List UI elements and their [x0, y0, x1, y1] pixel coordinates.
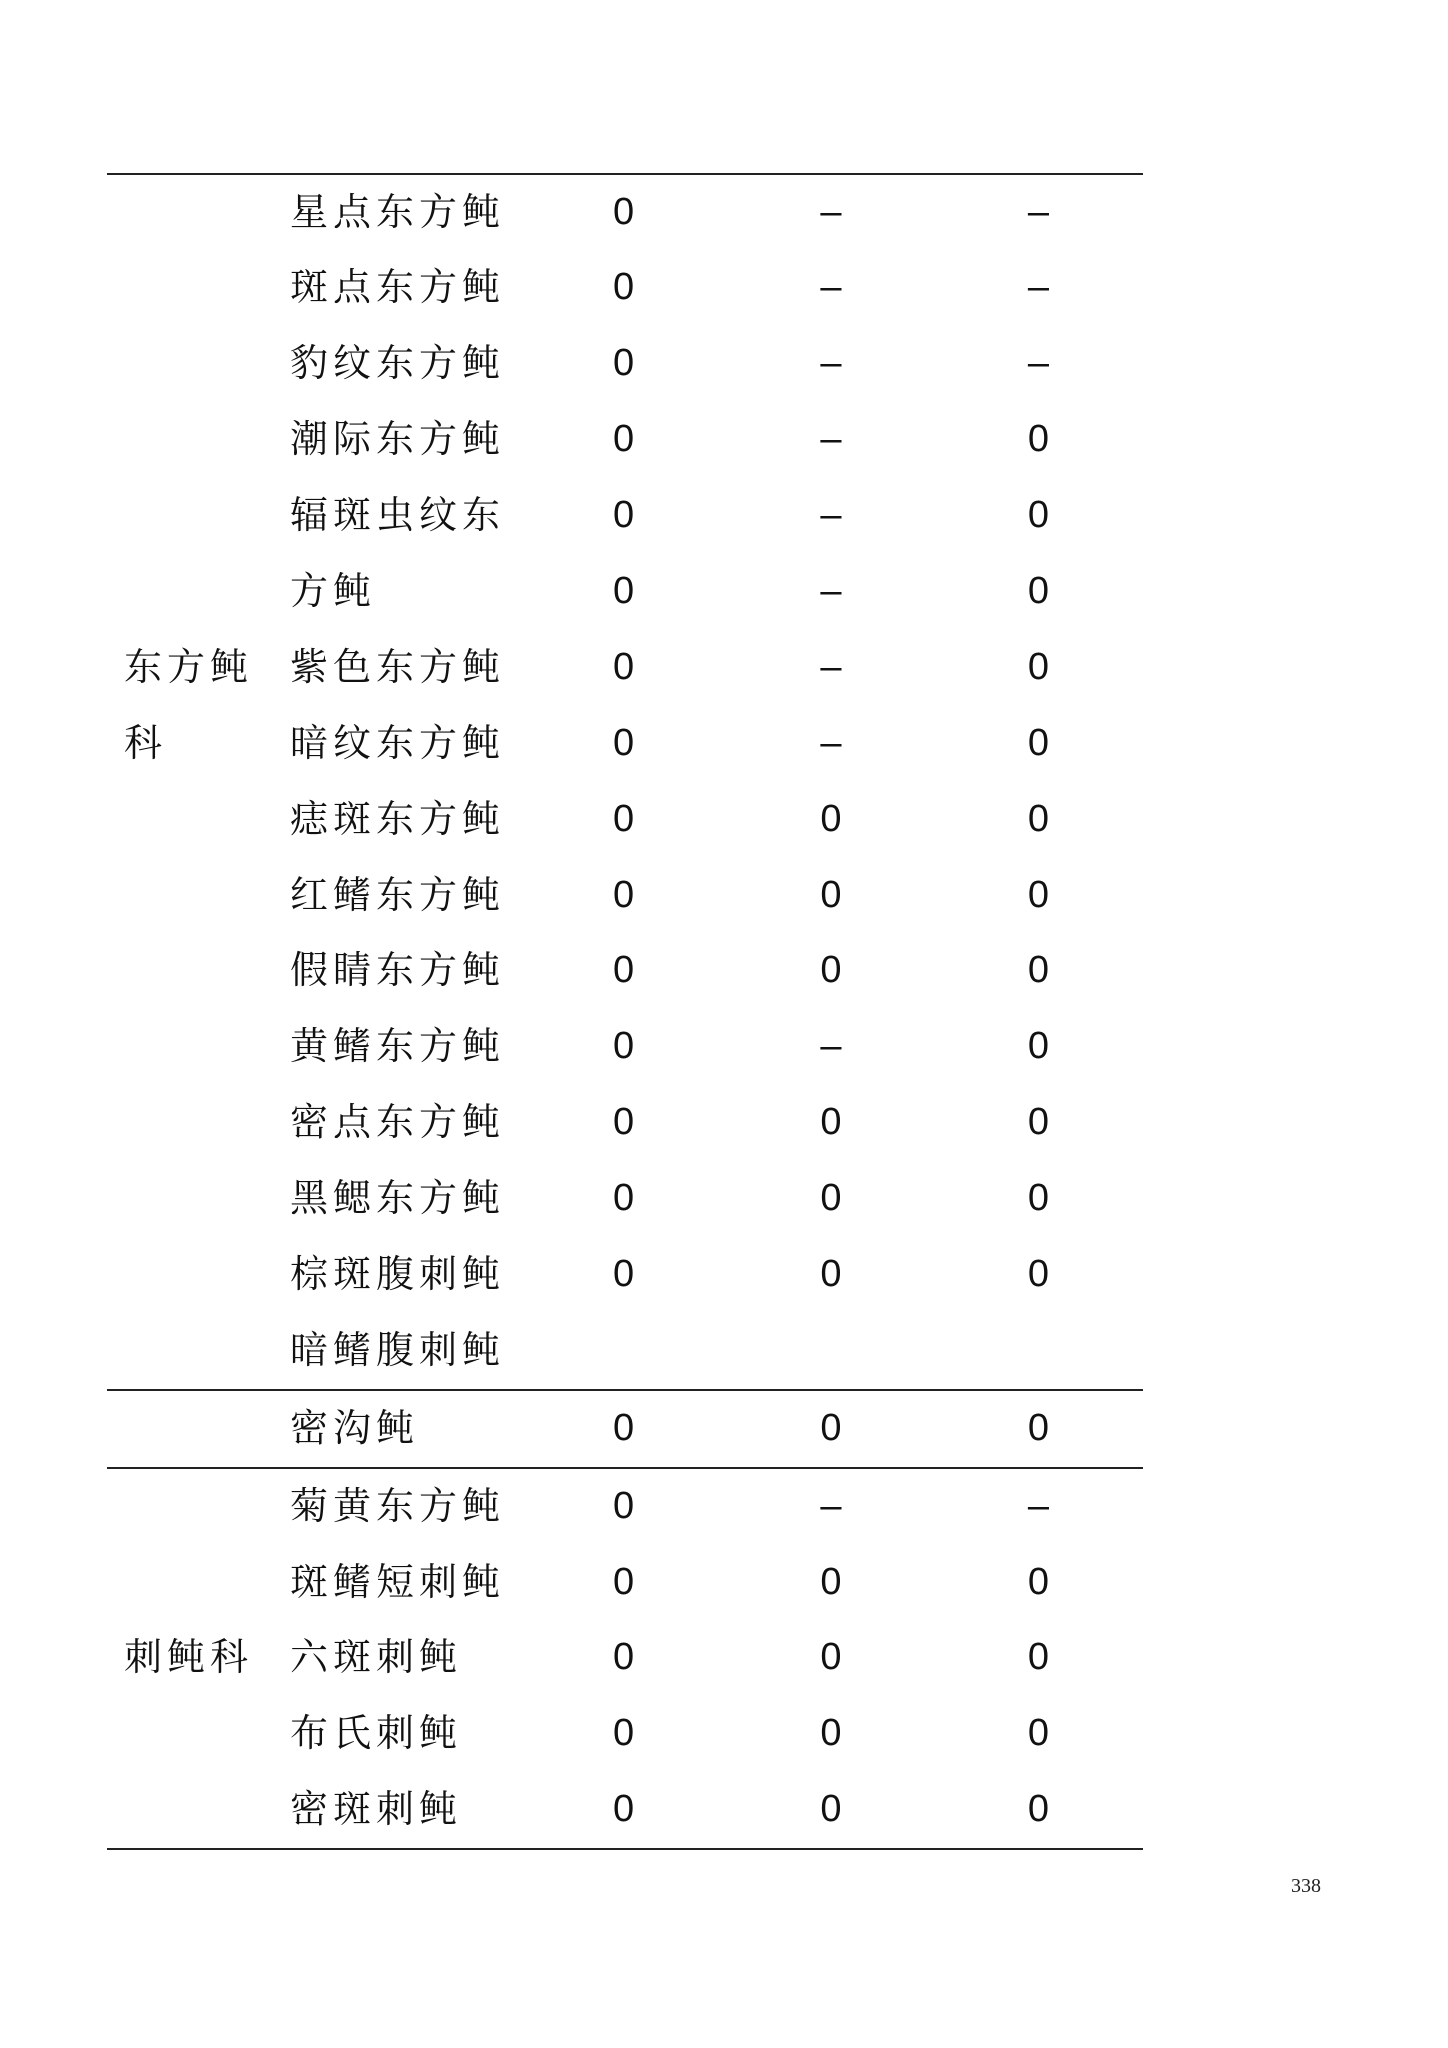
value-cell: 0	[1027, 494, 1049, 537]
species-name: 斑点东方鲀	[290, 265, 506, 310]
value-cell: 0	[1027, 1788, 1049, 1831]
species-name: 紫色东方鲀	[290, 644, 506, 689]
value-cell: 0	[820, 1406, 842, 1449]
table-row	[107, 175, 1143, 251]
species-name: 豹纹东方鲀	[290, 341, 506, 386]
value-cell: –	[820, 266, 842, 309]
value-cell: 0	[1027, 1406, 1049, 1449]
value-cell: 0	[613, 721, 635, 764]
value-cell: 0	[613, 418, 635, 461]
table-group	[107, 173, 1143, 1389]
species-name: 密斑刺鲀	[290, 1787, 463, 1832]
table-row	[107, 1545, 1143, 1621]
table-row	[107, 1391, 1143, 1467]
value-cell: 0	[613, 645, 635, 688]
species-table	[107, 173, 1143, 1851]
value-cell: 0	[613, 1560, 635, 1603]
species-name: 黄鳍东方鲀	[290, 1024, 506, 1069]
value-cell: 0	[613, 342, 635, 385]
value-cell: –	[820, 645, 842, 688]
value-cell: 0	[820, 1788, 842, 1831]
table-row	[107, 933, 1143, 1009]
species-name: 棕斑腹刺鲀	[290, 1251, 506, 1296]
value-cell: 0	[1027, 949, 1049, 992]
value-cell: 0	[820, 1636, 842, 1679]
value-cell: 0	[1027, 645, 1049, 688]
table-row	[107, 1009, 1143, 1085]
value-cell: 0	[613, 949, 635, 992]
table-row	[107, 706, 1143, 782]
value-cell: –	[820, 1484, 842, 1527]
value-cell: 0	[820, 949, 842, 992]
value-cell: 0	[613, 494, 635, 537]
table-row	[107, 1620, 1143, 1696]
value-cell: 0	[1027, 873, 1049, 916]
value-cell: 0	[613, 1406, 635, 1449]
value-cell: –	[1027, 1484, 1049, 1527]
table-group	[107, 1467, 1143, 1850]
page-number: 338	[1291, 1875, 1321, 1897]
table-group	[107, 1389, 1143, 1467]
value-cell: 0	[1027, 418, 1049, 461]
value-cell: 0	[1027, 797, 1049, 840]
table-row	[107, 1161, 1143, 1237]
value-cell: –	[1027, 190, 1049, 233]
value-cell: 0	[1027, 1712, 1049, 1755]
value-cell: 0	[1027, 569, 1049, 612]
table-row	[107, 1696, 1143, 1772]
species-name: 黑鳃东方鲀	[290, 1176, 506, 1221]
species-name: 星点东方鲀	[290, 189, 506, 234]
species-name: 辐斑虫纹东	[290, 493, 506, 538]
species-name: 布氏刺鲀	[290, 1711, 463, 1756]
table-row	[107, 478, 1143, 554]
value-cell: 0	[613, 1788, 635, 1831]
value-cell: 0	[1027, 1560, 1049, 1603]
value-cell: –	[1027, 342, 1049, 385]
table-row	[107, 782, 1143, 858]
value-cell: 0	[820, 1177, 842, 1220]
table-row	[107, 1237, 1143, 1313]
value-cell: 0	[820, 1560, 842, 1603]
family-label: 刺鲀科	[124, 1635, 254, 1680]
value-cell: 0	[613, 1177, 635, 1220]
value-cell: 0	[1027, 1177, 1049, 1220]
value-cell: 0	[613, 1101, 635, 1144]
table-row	[107, 1313, 1143, 1389]
value-cell: 0	[820, 1101, 842, 1144]
value-cell: 0	[613, 1025, 635, 1068]
value-cell: 0	[820, 1712, 842, 1755]
value-cell: –	[1027, 266, 1049, 309]
table-row	[107, 250, 1143, 326]
value-cell: 0	[613, 266, 635, 309]
species-name: 暗纹东方鲀	[290, 720, 506, 765]
value-cell: –	[820, 190, 842, 233]
species-name: 密沟鲀	[290, 1405, 420, 1450]
table-row	[107, 630, 1143, 706]
table-row	[107, 1469, 1143, 1545]
value-cell: –	[820, 721, 842, 764]
value-cell: 0	[820, 873, 842, 916]
value-cell: 0	[613, 1636, 635, 1679]
species-name: 斑鳍短刺鲀	[290, 1559, 506, 1604]
table-row	[107, 554, 1143, 630]
value-cell: 0	[820, 797, 842, 840]
species-name: 潮际东方鲀	[290, 417, 506, 462]
family-label: 东方鲀科	[124, 644, 254, 765]
value-cell: 0	[613, 1712, 635, 1755]
value-cell: 0	[1027, 721, 1049, 764]
value-cell: 0	[613, 797, 635, 840]
species-name: 暗鳍腹刺鲀	[290, 1327, 506, 1372]
table-row	[107, 326, 1143, 402]
table-row	[107, 1085, 1143, 1161]
value-cell: 0	[1027, 1636, 1049, 1679]
value-cell: –	[820, 1025, 842, 1068]
value-cell: 0	[613, 1484, 635, 1527]
species-name: 六斑刺鲀	[290, 1635, 463, 1680]
value-cell: 0	[1027, 1101, 1049, 1144]
species-name: 密点东方鲀	[290, 1100, 506, 1145]
species-name: 痣斑东方鲀	[290, 796, 506, 841]
value-cell: 0	[613, 190, 635, 233]
value-cell: 0	[1027, 1252, 1049, 1295]
value-cell: –	[820, 418, 842, 461]
value-cell: 0	[613, 569, 635, 612]
value-cell: –	[820, 569, 842, 612]
value-cell: 0	[613, 873, 635, 916]
species-name: 方鲀	[290, 568, 377, 613]
species-name: 红鳍东方鲀	[290, 872, 506, 917]
table-row	[107, 1772, 1143, 1848]
value-cell: 0	[613, 1252, 635, 1295]
value-cell: 0	[820, 1252, 842, 1295]
value-cell: –	[820, 494, 842, 537]
species-name: 假睛东方鲀	[290, 948, 506, 993]
value-cell: 0	[1027, 1025, 1049, 1068]
value-cell: –	[820, 342, 842, 385]
species-name: 菊黄东方鲀	[290, 1483, 506, 1528]
table-row	[107, 858, 1143, 934]
table-row	[107, 402, 1143, 478]
